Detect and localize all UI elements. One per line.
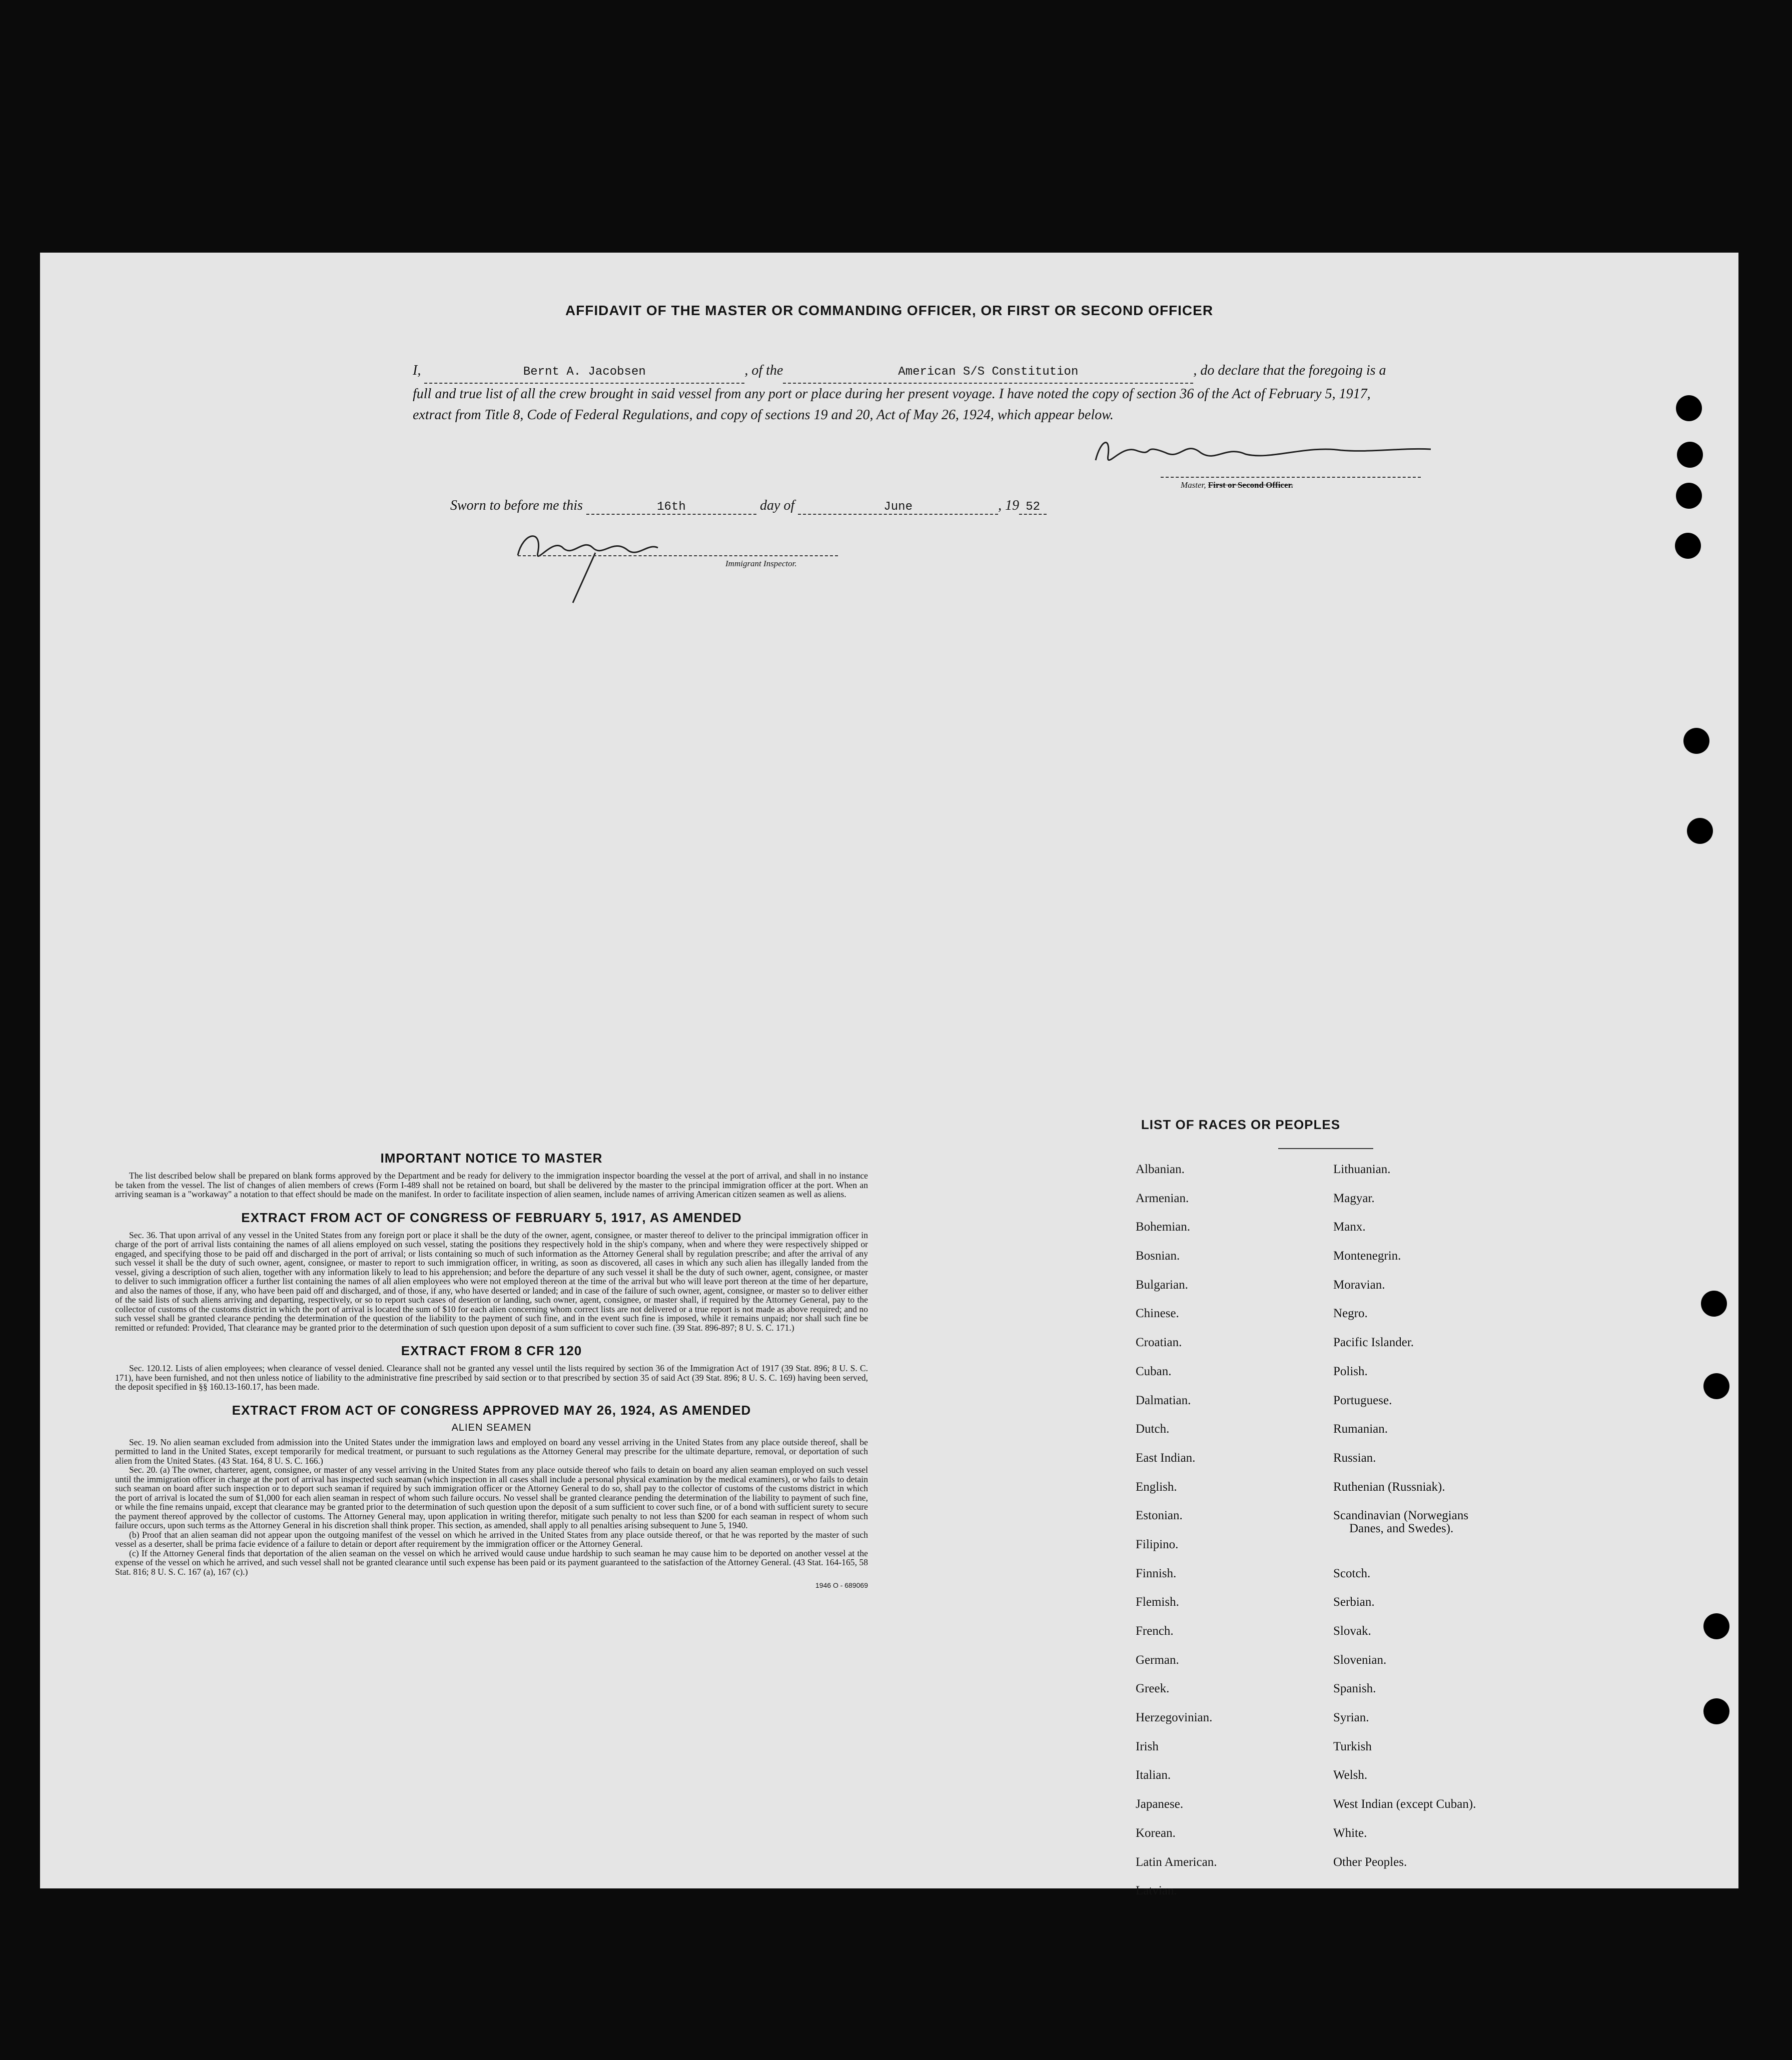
- race-item: Ruthenian (Russniak).: [1333, 1480, 1445, 1494]
- punch-hole: [1687, 818, 1713, 844]
- race-item: German.: [1136, 1653, 1179, 1667]
- day-of-label: day of: [759, 498, 795, 513]
- race-item: Scandinavian (Norwegians: [1333, 1509, 1469, 1523]
- punch-hole: [1675, 533, 1701, 559]
- race-item: Bulgarian.: [1136, 1278, 1188, 1292]
- races-title: LIST OF RACES OR PEOPLES: [1141, 1117, 1341, 1132]
- race-item: Polish.: [1333, 1364, 1368, 1378]
- race-item: Manx.: [1333, 1220, 1366, 1234]
- master-signature: [1081, 430, 1441, 480]
- vessel-field: American S/S Constitution: [783, 362, 1193, 384]
- race-item: Chinese.: [1136, 1307, 1179, 1321]
- race-item: English.: [1136, 1480, 1177, 1494]
- master-name-field: Bernt A. Jacobsen: [424, 362, 744, 384]
- race-item: Spanish.: [1333, 1682, 1376, 1696]
- do-declare-label: , do declare: [1193, 363, 1260, 378]
- race-item: Negro.: [1333, 1307, 1368, 1321]
- race-item: Cuban.: [1136, 1364, 1172, 1378]
- sworn-label: Sworn to before me this: [450, 498, 583, 513]
- extract-1917-title: EXTRACT FROM ACT OF CONGRESS OF FEBRUARY 5, 1917, AS AMENDED: [241, 1210, 742, 1225]
- race-item: Bosnian.: [1136, 1249, 1180, 1263]
- race-item: Latin American.: [1136, 1855, 1217, 1869]
- extract-1924-subtitle: ALIEN SEAMEN: [451, 1422, 532, 1433]
- affidavit-intro: I,: [413, 363, 421, 378]
- punch-hole: [1701, 1291, 1727, 1317]
- affidavit-title: AFFIDAVIT OF THE MASTER OR COMMANDING OFFICER, OR FIRST OR SECOND OFFICER: [565, 303, 1214, 318]
- extract-1924-sec19: Sec. 19. No alien seaman excluded from admission into the United States under the immigration laws and employed on board any vessel arriving in the United States from any place outside thereof, shall be permitted to land in the United States, except temporarily for medical treatment, or pursuant to such regulations as the Attorney General may prescribe for the ultimate departure, removal, or deportation of such alien from the United States. (43 Stat. 164, 8 U. S. C. 166.): [115, 1437, 868, 1466]
- race-item: Dutch.: [1136, 1422, 1170, 1436]
- master-signature-line: [1161, 477, 1421, 478]
- year-field: 52: [1019, 500, 1047, 515]
- punch-hole: [1683, 728, 1709, 754]
- master-caption: Master, First or Second Officer.: [1181, 480, 1293, 490]
- race-item: Irish: [1136, 1739, 1159, 1753]
- document-sheet: [40, 253, 1738, 1898]
- inspector-signature: [508, 518, 718, 608]
- inspector-caption: Immigrant Inspector.: [725, 559, 797, 568]
- year-prefix: , 19: [998, 498, 1020, 513]
- race-item: Korean.: [1136, 1826, 1176, 1840]
- race-item: Herzegovinian.: [1136, 1711, 1213, 1725]
- race-item: Lithuanian.: [1333, 1163, 1391, 1176]
- race-item: Syrian.: [1333, 1711, 1369, 1725]
- race-item: Filipino.: [1136, 1537, 1179, 1551]
- punch-hole: [1703, 1373, 1729, 1399]
- race-item: Rumanian.: [1333, 1422, 1388, 1436]
- races-title-rule: [1278, 1148, 1373, 1149]
- race-item: Croatian.: [1136, 1336, 1182, 1350]
- race-item: Scotch.: [1333, 1566, 1371, 1580]
- race-item: Dalmatian.: [1136, 1393, 1191, 1407]
- race-item: Moravian.: [1333, 1278, 1385, 1292]
- of-the-label: , of the: [744, 363, 783, 378]
- race-item: Serbian.: [1333, 1595, 1375, 1609]
- punch-hole: [1703, 1613, 1729, 1639]
- races-column-2: [1333, 1163, 1593, 1884]
- race-item: Slovenian.: [1333, 1653, 1387, 1667]
- punch-hole: [1677, 442, 1703, 468]
- race-item: Finnish.: [1136, 1566, 1177, 1580]
- extract-8cfr-title: EXTRACT FROM 8 CFR 120: [401, 1343, 582, 1358]
- inspector-signature-line: [518, 555, 838, 556]
- notice-title: IMPORTANT NOTICE TO MASTER: [380, 1151, 603, 1166]
- race-item: Latvian.: [1136, 1884, 1177, 1898]
- punch-hole: [1676, 483, 1702, 509]
- sworn-line: [450, 498, 1047, 515]
- race-item: Welsh.: [1333, 1768, 1368, 1782]
- notice-body: The list described below shall be prepared on blank forms approved by the Department and be ready for delivery to the immigration inspector boarding the vessel at the port of arrival, and shall in no instance be taken from the vessel. The list of changes of alien members of crews (Form I-489 shall not be retained on board, but shall be delivered by the master to the principal immigration officer at the port. When an arriving seaman is a "workaway" a notation to that effect should be made on the manifest. In order to facilitate inspection of alien seamen, include names of arriving American citizen seamen as well as aliens.: [115, 1171, 868, 1199]
- race-item: Flemish.: [1136, 1595, 1179, 1609]
- extract-1924-title: EXTRACT FROM ACT OF CONGRESS APPROVED MAY 26, 1924, AS AMENDED: [232, 1402, 751, 1418]
- extract-1924-sec20b: (b) Proof that an alien seaman did not appear upon the outgoing manifest of the vessel on which he arrived in the United States from any place outside thereof, or that he was reported by the master of such vessel as a deserter, shall be prima facie evidence of a failure to detain or deport after requirement by the immigration officer or the Attorney General.: [115, 1529, 868, 1549]
- race-item: Italian.: [1136, 1768, 1171, 1782]
- race-item: French.: [1136, 1624, 1174, 1638]
- race-item: West Indian (except Cuban).: [1333, 1797, 1476, 1811]
- race-item: Magyar.: [1333, 1191, 1375, 1205]
- race-item: East Indian.: [1136, 1451, 1196, 1465]
- extract-1924-sec20a: Sec. 20. (a) The owner, charterer, agent, consignee, or master of any vessel arriving in the United States from any place outside thereof who fails to detain on board any alien seaman employed on such vessel until the immigration officer in charge at the port of arrival has inspected such seaman (which inspection in all cases shall include a personal physical examination by the medical examiners), or who fails to detain such seaman on board after such inspection or to deport such seaman if required by such immigration officer or the Attorney General to do so, shall pay to the collector of customs of the customs district in which the port of arrival is located the sum of $1,000 for each alien seaman in respect of whom such failure occurs. No vessel shall be granted clearance pending the determination of the liability to payment of such fine, or while the fine remains unpaid, except that clearance may be granted prior to the determination of such question upon the deposit of a sum sufficient to cover such fine, or of a bond with sufficient surety to secure the payment thereof approved by the collector of customs. The Attorney General may, upon application in writing therefor, mitigate such penalty to not less than $200 for each seaman in respect of whom such failure occurs, upon such terms as the Attorney General in his discretion shall think proper. This section, as amended, shall apply to all penalties arising subsequent to June 5, 1940.: [115, 1465, 868, 1530]
- extract-1924-sec20c: (c) If the Attorney General finds that deportation of the alien seaman on the vessel on which he arrived would cause undue hardship to such seaman he may cause him to be deported on another vessel at the expense of the vessel on which he arrived, and such vessel shall not be granted clearance until such expense has been paid or its payment guaranteed to the satisfaction of the Attorney General. (43 Stat. 164-165, 58 Stat. 816; 8 U. S. C. 167 (a), 167 (c).): [115, 1548, 868, 1577]
- race-item: Estonian.: [1136, 1509, 1183, 1523]
- race-item: Portuguese.: [1333, 1393, 1392, 1407]
- race-item: Slovak.: [1333, 1624, 1371, 1638]
- race-item: White.: [1333, 1826, 1367, 1840]
- race-item: Other Peoples.: [1333, 1855, 1407, 1869]
- race-item: Montenegrin.: [1333, 1249, 1401, 1263]
- extract-8cfr-body: Sec. 120.12. Lists of alien employees; when clearance of vessel denied. Clearance shall not be granted any vessel until the lists required by section 36 of the Immigration Act of 1917 (39 Stat. 896; 8 U. S. C. 171), have been furnished, and not then unless notice of liability to the administrative fine prescribed by said section or to that prescribed by section 35 of said Act (39 Stat. 896; 8 U. S. C. 169) having been served, the deposit specified in §§ 160.13-160.17, has been made.: [115, 1363, 868, 1392]
- race-item: Pacific Islander.: [1333, 1336, 1414, 1350]
- notices-column: [115, 1151, 868, 1589]
- race-item: Greek.: [1136, 1682, 1170, 1696]
- race-item: Armenian.: [1136, 1191, 1189, 1205]
- extract-1917-body: Sec. 36. That upon arrival of any vessel in the United States from any foreign port or place it shall be the duty of the owner, agent, consignee, or master thereof to deliver to the principal immigration officer in charge of the port of arrival lists containing the names of all aliens employed on such vessel, stating the positions they respectively hold in the ship's company, when and where they were respectively shipped or engaged, and specifying those to be paid off and discharged in the port of arrival; or lists containing so much of such information as the Attorney General shall by regulation prescribe; and after the arrival of any such vessel it shall be the duty of such owner, agent, consignee, or master to report to such immigration officer, in writing, as soon as discovered, all cases in which any such alien has illegally landed from the vessel, giving a description of such alien, together with any information likely to lead to his apprehension; and before the departure of any such vessel it shall be the duty of such owner, agent, consignee, or master to deliver to such immigration officer a further list containing the names of all alien employees who were not employed thereon at the time of the arrival but who will leave port thereon at the time of her departure, and also the names of those, if any, who have been paid off and discharged, and of those, if any, who have deserted or landed; and in case of the failure of such owner, agent, consignee, or master so to deliver either of the said lists of such aliens arriving and departing, respectively, or so to report such cases of desertion or landing, such owner, agent, consignee, or master shall, if required by the Attorney General, pay to the collector of customs of the customs district in which the port of arrival is located the sum of $10 for each alien concerning whom correct lists are not delivered or a true report is not made as above required; and no such vessel shall be granted clearance pending the determination of the question of the liability to the payment of such fine, and in the event such fine is imposed, while it remains unpaid; nor shall such fine be remitted or refunded: Provided, That clearance may be granted prior to the determination of such question upon deposit of a sum sufficient to cover such fine. (39 Stat. 896-897; 8 U. S. C. 171.): [115, 1230, 868, 1333]
- struck-officer-caption: First or Second Officer.: [1208, 480, 1293, 490]
- races-column-1: [1136, 1163, 1316, 1913]
- punch-hole: [1703, 1698, 1729, 1724]
- print-code: 1946 O - 689069: [815, 1581, 868, 1589]
- day-field: 16th: [586, 500, 756, 515]
- race-item: Bohemian.: [1136, 1220, 1191, 1234]
- race-item: Albanian.: [1136, 1163, 1185, 1176]
- punch-hole: [1676, 395, 1702, 421]
- race-item: Turkish: [1333, 1739, 1372, 1753]
- affidavit-body: that the foregoing is a full and true list of all the crew brought in said vessel from any port or place during her present voyage. I have noted the copy of section 36 of the Act of February 5, 1917, extract from Title 8, Code of Federal Regulations, and copy of sections 19 and 20, Act of May 26, 1924, which appear below.: [413, 363, 1386, 423]
- month-field: June: [798, 500, 998, 515]
- race-item: Japanese.: [1136, 1797, 1184, 1811]
- affidavit-declaration: [413, 360, 1393, 426]
- race-item: Russian.: [1333, 1451, 1376, 1465]
- race-item-continued: Danes, and Swedes).: [1349, 1522, 1454, 1536]
